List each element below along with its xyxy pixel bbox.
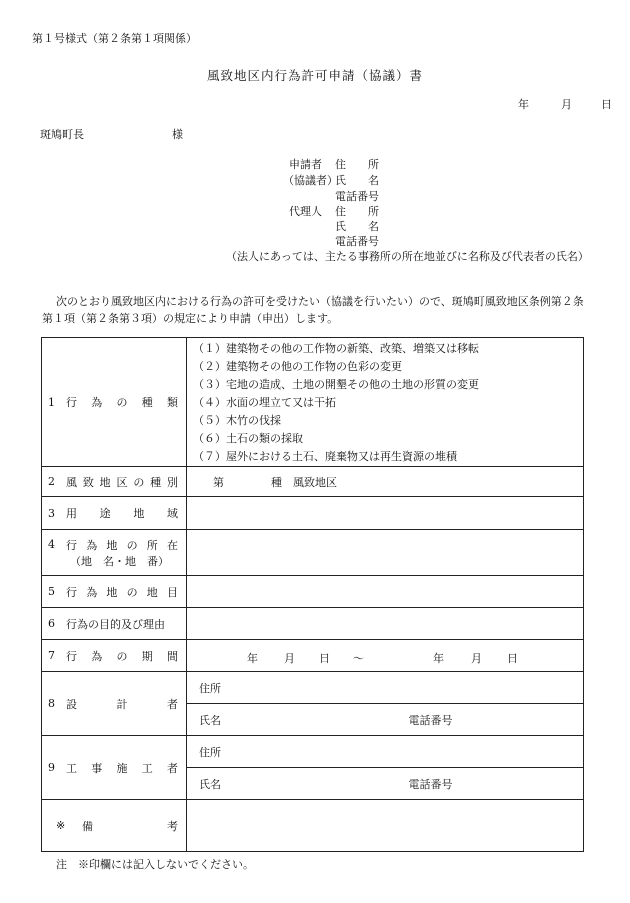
period-field[interactable]: [187, 640, 584, 672]
contractor-address-field[interactable]: [187, 736, 584, 768]
period-end-month: 月: [471, 651, 482, 665]
applicant-role-label: 申請者: [289, 158, 322, 171]
date-day: 日: [601, 98, 612, 111]
label-char: 為: [86, 585, 98, 599]
label-char: 所: [146, 538, 158, 552]
table-row: [42, 338, 584, 467]
row-number: 7: [48, 649, 55, 662]
applicant-phone-label: 電話番号: [335, 190, 379, 203]
table-row: [42, 800, 584, 852]
list-item: （５）木竹の伐採: [193, 414, 281, 427]
agent-address-label: 住 所: [335, 205, 379, 218]
label-char: 地: [133, 507, 145, 520]
zoning-field[interactable]: [187, 497, 584, 530]
label-char: 為: [86, 538, 98, 552]
period-end-day: 日: [507, 651, 518, 665]
row-number: 8: [48, 697, 55, 710]
label-char: 種: [141, 396, 153, 409]
district-prefix: 第: [213, 475, 224, 489]
row-number: 3: [48, 506, 55, 520]
applicant-role-sub-label: （協議者）: [283, 174, 338, 187]
agent-name-label: 氏 名: [335, 220, 379, 233]
designer-name-field[interactable]: [187, 704, 584, 736]
label-char: 備: [82, 819, 93, 833]
row-number: 5: [48, 585, 55, 598]
label-char: 設: [66, 697, 77, 711]
location-label-cell: [42, 530, 187, 576]
agent-role-label: 代理人: [289, 205, 322, 218]
label-char: 地: [106, 585, 118, 599]
location-field[interactable]: [187, 530, 584, 576]
label-char: 在: [166, 538, 178, 552]
application-statement: 次のとおり風致地区内における行為の許可を受けたい（協議を行いたい）ので、斑鳩町風致地区条例第２条第１項（第２条第３項）の規定により申請（申出）します。: [42, 295, 584, 325]
form-number: 第１号様式（第２条第１項関係）: [32, 32, 197, 45]
table-row: [42, 576, 584, 608]
designer-label-cell: [42, 672, 187, 736]
table-row: [42, 530, 584, 576]
land-category-label-cell: [42, 576, 187, 608]
row-label: [66, 394, 186, 410]
label-char: 類: [167, 396, 178, 409]
purpose-label-cell: [42, 608, 187, 640]
table-row: [42, 672, 584, 704]
label-char: の: [126, 585, 138, 599]
row-number: 2: [48, 475, 55, 488]
label-char: 区: [116, 475, 128, 489]
date-month: 月: [561, 98, 572, 111]
addressee: [40, 126, 183, 142]
label-char: 地: [106, 538, 118, 552]
contractor-name-field[interactable]: [187, 768, 584, 800]
row-number: 4: [48, 538, 55, 551]
label-char: 目: [166, 585, 178, 599]
label-char: 計: [116, 697, 128, 711]
row-label: [66, 696, 186, 712]
district-type-field[interactable]: [187, 467, 584, 497]
row-label: [82, 818, 186, 834]
contractor-name-label: 氏名: [199, 777, 221, 791]
applicant-name-label: 氏 名: [335, 174, 379, 187]
designer-phone-label: 電話番号: [408, 713, 453, 727]
row-number: 1: [48, 395, 55, 409]
label-char: 期: [141, 649, 153, 663]
act-type-label-cell: [42, 338, 187, 467]
label-char: 致: [82, 475, 94, 489]
label-char: 地: [146, 585, 158, 599]
label-char: 行: [66, 396, 77, 409]
label-char: 者: [167, 761, 178, 775]
label-char: 間: [167, 649, 178, 663]
purpose-field[interactable]: [187, 608, 584, 640]
label-char: 行: [66, 649, 77, 663]
label-char: 事: [91, 761, 103, 775]
table-row: [42, 608, 584, 640]
label-char: 施: [116, 761, 128, 775]
list-item: （７）屋外における土石、廃棄物又は再生資源の堆積: [193, 450, 457, 463]
row-sublabel: （地 名・地 番）: [70, 554, 169, 568]
label-char: 工: [141, 761, 153, 775]
table-row: [42, 497, 584, 530]
row-number: 9: [48, 761, 55, 774]
period-start-year: 年: [247, 651, 258, 665]
label-char: 行: [66, 585, 77, 599]
document-title: 風致地区内行為許可申請（協議）書: [206, 68, 423, 83]
label-char: 工: [66, 761, 77, 775]
label-char: 別: [166, 475, 178, 489]
date-line: [518, 96, 612, 112]
list-item: （４）水面の埋立て又は干拓: [193, 396, 336, 409]
row-label: 行為の目的及び理由: [66, 617, 165, 631]
applicant-address-label: 住 所: [335, 158, 379, 171]
label-char: 風: [66, 475, 77, 489]
designer-address-label: 住所: [199, 681, 221, 695]
table-row: [42, 736, 584, 768]
remarks-mark: ※: [56, 819, 66, 832]
label-char: 域: [166, 507, 178, 520]
application-form-table: [41, 337, 584, 852]
label-char: 為: [91, 396, 103, 409]
table-row: [42, 640, 584, 672]
label-char: 地: [99, 475, 111, 489]
label-char: 行: [66, 538, 77, 552]
label-char: の: [116, 396, 128, 409]
district-suffix: 種 風致地区: [271, 475, 337, 489]
label-char: 種: [150, 475, 162, 489]
label-char: の: [126, 538, 138, 552]
date-year: 年: [518, 98, 529, 111]
remarks-label-cell: [42, 800, 187, 852]
period-tilde: ～: [353, 651, 364, 665]
corporation-note: （法人にあっては、主たる事務所の所在地並びに名称及び代表者の氏名）: [226, 250, 589, 263]
land-category-field[interactable]: [187, 576, 584, 608]
period-end-year: 年: [433, 651, 444, 665]
row-label: [66, 537, 186, 553]
list-item: （６）土石の類の採取: [193, 432, 303, 445]
period-start-day: 日: [319, 651, 330, 665]
row-label: [66, 760, 186, 776]
list-item: （２）建築物その他の工作物の色彩の変更: [193, 360, 402, 373]
contractor-address-label: 住所: [199, 745, 221, 759]
label-char: 考: [167, 819, 178, 833]
addressee-name: 斑鳩町長: [40, 128, 84, 141]
contractor-phone-label: 電話番号: [408, 777, 453, 791]
addressee-honorific: 様: [172, 128, 183, 141]
row-label: [66, 505, 186, 521]
list-item: （３）宅地の造成、土地の開墾その他の土地の形質の変更: [193, 378, 479, 391]
designer-address-field[interactable]: [187, 672, 584, 704]
row-label: [66, 648, 186, 664]
label-char: 者: [167, 697, 178, 711]
label-char: の: [133, 475, 145, 489]
period-start-month: 月: [284, 651, 295, 665]
label-char: 途: [99, 507, 111, 520]
act-type-list[interactable]: [187, 338, 584, 467]
table-row: [42, 467, 584, 497]
remarks-field[interactable]: [187, 800, 584, 852]
period-label-cell: [42, 640, 187, 672]
list-item: （１）建築物その他の工作物の新築、改築、増築又は移転: [193, 342, 479, 355]
district-type-label-cell: [42, 467, 187, 497]
designer-name-label: 氏名: [199, 713, 221, 727]
label-char: 用: [66, 507, 77, 520]
contractor-label-cell: [42, 736, 187, 800]
label-char: の: [116, 649, 128, 663]
label-char: 為: [91, 649, 103, 663]
zoning-label-cell: [42, 497, 187, 530]
row-label: [66, 474, 186, 490]
footnote: 注 ※印欄には記入しないでください。: [56, 858, 254, 871]
row-label: [66, 584, 186, 600]
row-number: 6: [48, 617, 55, 630]
agent-phone-label: 電話番号: [335, 235, 379, 248]
